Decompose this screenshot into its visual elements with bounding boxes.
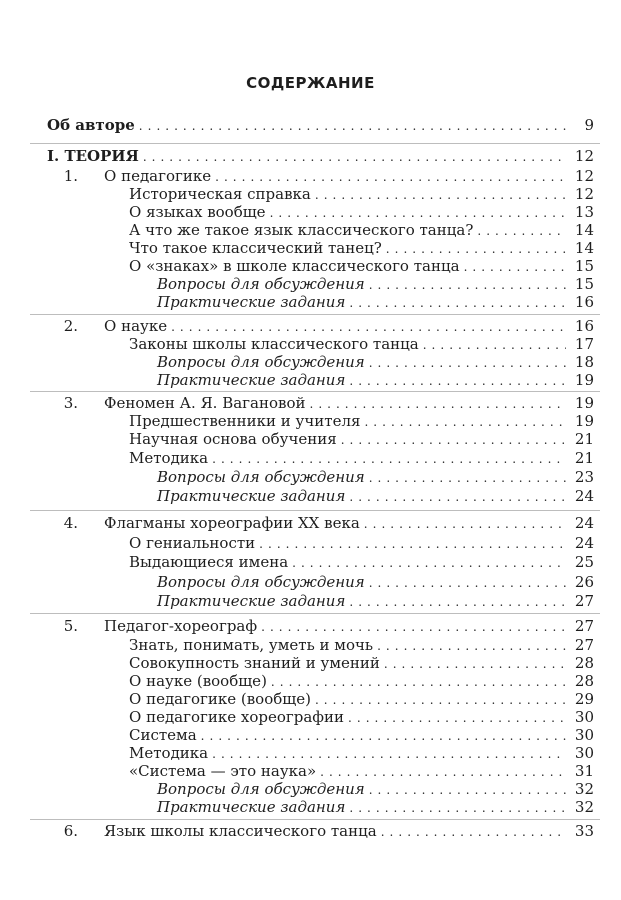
toc-entry-label: Вопросы для обсуждения [157, 275, 365, 293]
leader-dots [348, 708, 566, 727]
toc-entry-page: 15 [574, 257, 594, 275]
toc-entry[interactable] [0, 221, 621, 240]
toc-entry-label: Научная основа обучения [129, 430, 337, 448]
toc-entry[interactable] [0, 762, 621, 781]
toc-entry-label: О педагогике [104, 167, 212, 185]
leader-dots [364, 514, 566, 533]
leader-dots [349, 592, 566, 611]
toc-entry-page: 26 [574, 573, 594, 591]
leader-dots [261, 617, 566, 636]
leader-dots [315, 690, 566, 709]
leader-dots [215, 167, 566, 186]
toc-entry-label: Феномен А. Я. Вагановой [104, 394, 306, 412]
toc-entry-page: 12 [574, 167, 594, 185]
leader-dots [369, 573, 566, 592]
toc-entry-page: 27 [574, 617, 594, 635]
toc-entry-label: О педагогике (вообще) [129, 690, 311, 708]
leader-dots [381, 822, 566, 841]
toc-entry-label: О науке (вообще) [129, 672, 267, 690]
section-divider [30, 819, 600, 820]
toc-entry-page: 19 [574, 412, 594, 430]
toc-entry[interactable] [0, 726, 621, 745]
toc-entry[interactable] [0, 412, 621, 431]
toc-entry[interactable] [0, 780, 621, 799]
toc-entry[interactable] [0, 798, 621, 817]
toc-entry-page: 27 [574, 636, 594, 654]
leader-dots [143, 147, 566, 166]
toc-entry[interactable] [0, 203, 621, 222]
leader-dots [349, 293, 566, 312]
toc-entry-label: Методика [129, 449, 209, 467]
toc-entry-page: 24 [574, 514, 594, 532]
toc-entry-label: А что же такое язык классического танца? [129, 221, 474, 239]
leader-dots [259, 534, 566, 553]
leader-dots [349, 487, 566, 506]
toc-entry-page: 29 [574, 690, 594, 708]
toc-entry-label: Флагманы хореографии XX века [104, 514, 360, 532]
page-title: СОДЕРЖАНИЕ [246, 74, 375, 92]
toc-entry-page: 27 [574, 592, 594, 610]
toc-entry-label: Историческая справка [129, 185, 311, 203]
leader-dots [369, 353, 566, 372]
toc-entry-label: О «знаках» в школе классического танца [129, 257, 460, 275]
toc-entry-page: 23 [574, 468, 594, 486]
toc-entry-page: 24 [574, 487, 594, 505]
toc-entry[interactable] [0, 275, 621, 294]
toc-entry-number: 6. [63, 822, 78, 840]
leader-dots [309, 394, 566, 413]
toc-entry[interactable] [0, 116, 621, 135]
toc-entry-label: Практические задания [157, 371, 346, 389]
toc-entry-page: 12 [574, 185, 594, 203]
toc-entry-page: 21 [574, 449, 594, 467]
toc-entry-label: Знать, понимать, уметь и мочь [129, 636, 374, 654]
toc-entry[interactable] [0, 257, 621, 276]
toc-entry[interactable] [0, 654, 621, 673]
leader-dots [386, 239, 566, 258]
leader-dots [369, 468, 566, 487]
leader-dots [292, 553, 566, 572]
toc-entry[interactable] [0, 573, 621, 592]
toc-entry[interactable] [0, 592, 621, 611]
toc-entry-page: 15 [574, 275, 594, 293]
section-divider [30, 314, 600, 315]
toc-entry-label: Законы школы классического танца [129, 335, 419, 353]
toc-entry[interactable] [0, 468, 621, 487]
toc-entry-page: 24 [574, 534, 594, 552]
leader-dots [320, 762, 566, 781]
toc-entry[interactable] [0, 690, 621, 709]
toc-entry-number: 1. [63, 167, 78, 185]
toc-entry-label: Методика [129, 744, 209, 762]
leader-dots [349, 371, 566, 390]
toc-entry-page: 30 [574, 726, 594, 744]
toc-entry[interactable] [0, 487, 621, 506]
toc-entry[interactable] [0, 147, 621, 166]
toc-entry[interactable] [0, 317, 621, 336]
toc-entry-page: 33 [574, 822, 594, 840]
leader-dots [270, 203, 566, 222]
leader-dots [464, 257, 566, 276]
toc-entry-number: 3. [63, 394, 78, 412]
toc-entry-label: Вопросы для обсуждения [157, 468, 365, 486]
toc-entry[interactable] [0, 553, 621, 572]
toc-entry-page: 32 [574, 798, 594, 816]
leader-dots [369, 275, 566, 294]
toc-entry[interactable] [0, 449, 621, 468]
toc-entry-label: Язык школы классического танца [104, 822, 377, 840]
toc-entry-label: Совокупность знаний и умений [129, 654, 380, 672]
section-divider [30, 391, 600, 392]
toc-entry-page: 31 [574, 762, 594, 780]
toc-entry-label: Вопросы для обсуждения [157, 353, 365, 371]
toc-entry-number: 4. [63, 514, 78, 532]
toc-entry-page: 16 [574, 317, 594, 335]
section-divider [30, 143, 600, 144]
toc-entry-page: 30 [574, 744, 594, 762]
toc-entry-page: 12 [574, 147, 594, 165]
toc-entry[interactable] [0, 167, 621, 186]
toc-entry-label: Система [129, 726, 197, 744]
toc-entry-page: 19 [574, 371, 594, 389]
toc-entry-label: «Система — это наука» [129, 762, 317, 780]
toc-entry[interactable] [0, 430, 621, 449]
toc-entry[interactable] [0, 293, 621, 312]
toc-entry-label: Что такое классический танец? [129, 239, 382, 257]
toc-entry-number: 2. [63, 317, 78, 335]
toc-entry-page: 14 [574, 221, 594, 239]
toc-entry-page: 17 [574, 335, 594, 353]
toc-entry-label: I. ТЕОРИЯ [47, 147, 139, 165]
toc-entry[interactable] [0, 672, 621, 691]
leader-dots [384, 654, 566, 673]
toc-entry-page: 18 [574, 353, 594, 371]
toc-entry-label: Практические задания [157, 487, 346, 505]
leader-dots [477, 221, 566, 240]
toc-entry-label: О педагогике хореографии [129, 708, 345, 726]
leader-dots [364, 412, 566, 431]
toc-entry[interactable] [0, 394, 621, 413]
toc-entry-page: 25 [574, 553, 594, 571]
toc-entry-number: 5. [63, 617, 78, 635]
toc-entry-label: Практические задания [157, 592, 346, 610]
toc-entry[interactable] [0, 822, 621, 841]
toc-entry[interactable] [0, 534, 621, 553]
toc-entry-label: Педагог-хореограф [104, 617, 258, 635]
toc-entry[interactable] [0, 185, 621, 204]
toc-entry-label: Вопросы для обсуждения [157, 780, 365, 798]
toc-entry-label: Вопросы для обсуждения [157, 573, 365, 591]
toc-entry-label: О гениальности [129, 534, 256, 552]
toc-entry[interactable] [0, 371, 621, 390]
toc-entry-label: О науке [104, 317, 168, 335]
leader-dots [171, 317, 566, 336]
toc-entry[interactable] [0, 239, 621, 258]
toc-entry-page: 32 [574, 780, 594, 798]
section-divider [30, 510, 600, 511]
toc-entry[interactable] [0, 617, 621, 636]
leader-dots [271, 672, 566, 691]
toc-entry-label: Практические задания [157, 293, 346, 311]
leader-dots [139, 116, 566, 135]
toc-entry-page: 9 [584, 116, 594, 134]
toc-entry[interactable] [0, 514, 621, 533]
leader-dots [349, 798, 566, 817]
toc-entry-label: Предшественники и учителя [129, 412, 361, 430]
leader-dots [212, 449, 566, 468]
toc-entry[interactable] [0, 744, 621, 763]
leader-dots [369, 780, 566, 799]
toc-entry[interactable] [0, 353, 621, 372]
toc-entry-page: 13 [574, 203, 594, 221]
toc-entry-label: Практические задания [157, 798, 346, 816]
toc-entry-page: 21 [574, 430, 594, 448]
toc-entry-page: 14 [574, 239, 594, 257]
toc-entry-label: О языках вообще [129, 203, 266, 221]
toc-entry-page: 28 [574, 654, 594, 672]
toc-entry-page: 16 [574, 293, 594, 311]
leader-dots [315, 185, 566, 204]
leader-dots [341, 430, 566, 449]
toc-entry-page: 19 [574, 394, 594, 412]
toc-entry-label: Об авторе [47, 116, 135, 134]
leader-dots [423, 335, 566, 354]
toc-entry-page: 30 [574, 708, 594, 726]
leader-dots [212, 744, 566, 763]
leader-dots [377, 636, 566, 655]
toc-entry[interactable] [0, 636, 621, 655]
toc-entry[interactable] [0, 708, 621, 727]
toc-entry-label: Выдающиеся имена [129, 553, 289, 571]
leader-dots [201, 726, 566, 745]
toc-entry[interactable] [0, 335, 621, 354]
toc-entry-page: 28 [574, 672, 594, 690]
section-divider [30, 613, 600, 614]
